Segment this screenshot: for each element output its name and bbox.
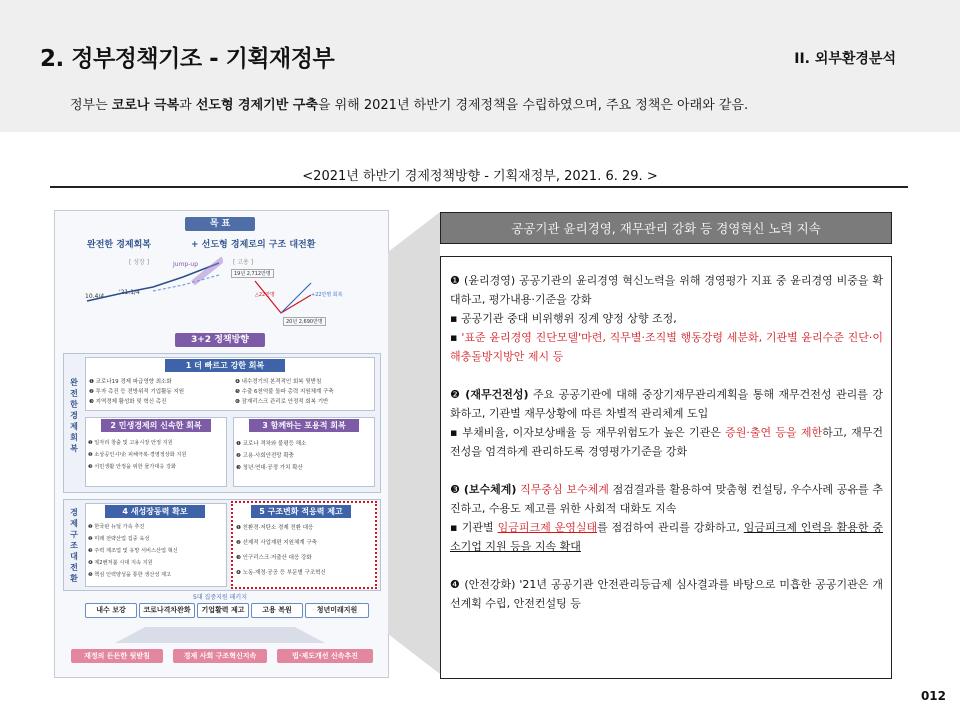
employment-chart-icon [251, 275, 331, 319]
pill-4: 고용 복원 [251, 603, 303, 618]
side-label-transition: 경제구조대전환 [70, 508, 78, 583]
b5-item-4: ❹ 노동·재정·공공 등 부문별 구조혁신 [236, 570, 326, 576]
goal-line-b: + 선도형 경제로의 구조 대전환 [191, 240, 316, 250]
strategy-tag: 3+2 정책방향 [175, 333, 265, 347]
b4-item-2: ❷ 미래 전략산업 집중 육성 [88, 536, 150, 542]
box-5-head: 5 구조변화 적응력 제고 [251, 505, 351, 518]
b4-item-1: ❶ 한국판 뉴딜 가속 추진 [88, 524, 145, 530]
b1-item-3: ❸ 지역경제 활성화 및 혁신 촉진 [89, 399, 167, 405]
emp-tag: [ 고용 ] [233, 259, 254, 266]
pill-3: 기업활력 제고 [197, 603, 249, 618]
b2-item-1: ❶ 일자리 창출 및 고용시장 안정 지원 [88, 440, 173, 446]
box-3-head: 3 함께하는 포용적 회복 [249, 419, 359, 432]
emp-recover: +22만명 회복 [311, 292, 343, 298]
s3-bullet-1: ▪ 기관별 임금피크제 운영실태를 점검하여 관리를 강화하고, 임금피크제 인력을 활용한 중소기업 지원 등을 지속 확대 [450, 521, 883, 553]
side-label-recovery: 완전한경제회복 [70, 378, 78, 453]
s1-bullet-1: ▪ 공공기관 중대 비위행위 징계 양정 상향 조정, [450, 312, 677, 325]
growth-tag: [ 성장 ] [129, 259, 150, 266]
growth-v1: 10.4/4 [85, 293, 105, 300]
b3-item-2: ❷ 고용·사회안전망 확충 [236, 453, 294, 459]
b1-item-4: ❹ 내수경기의 본격적인 회복 뒷받침 [235, 379, 322, 385]
emp-2019: 19년 2,712만명 [231, 269, 274, 278]
jump-label: Jump-up [173, 261, 199, 268]
b5-item-3: ❸ 인구리스크·저출산 대응 강화 [236, 555, 312, 561]
focus-label: 5대 집중지원 패키지 [193, 594, 248, 601]
pill-2: 코로나격차완화 [139, 603, 195, 618]
b4-item-3: ❸ 주력 제조업 및 유망 서비스산업 혁신 [88, 548, 178, 554]
b3-item-1: ❶ 코로나 격차와 불평등 해소 [236, 441, 307, 447]
s3-main: ❸ (보수체계) 직무중심 보수체계 점검결과를 활용하여 맞춤형 컨설팅, 우수사례 공유를 추진하고, 수용도 제고를 위한 사회적 대화도 지속 [450, 483, 884, 515]
emp-2020: 20년 2,690만명 [283, 317, 326, 326]
intro-text: 정부는 코로나 극복과 선도형 경제기반 구축을 위해 2021년 하반기 경제정책을 수립하였으며, 주요 정책은 아래와 같음. [70, 98, 749, 113]
growth-chart-icon [83, 255, 223, 311]
box-4-head: 4 새성장동력 확보 [105, 505, 205, 518]
pill-5: 청년미래지원 [305, 603, 369, 618]
s1-bullet-2: ▪ '표준 윤리경영 진단모델'마련, 직무별·조직별 행동강령 세분화, 기관별 윤리수준 진단·이해충돌방지방안 제시 등 [450, 331, 884, 363]
b2-item-2: ❷ 소상공인·中企 피해극복·경영정상화 지원 [88, 452, 187, 458]
panel-banner: 공공기관 윤리경영, 재무관리 강화 등 경영혁신 노력 지속 [440, 212, 892, 244]
b2-item-3: ❸ 서민생활 안정을 위한 물가대응 강화 [88, 464, 177, 470]
b1-item-5: ❺ 수출 6천억불 돌파 총력 지원체계 구축 [235, 389, 334, 395]
s1-main: ❶ (윤리경영) 공공기관의 윤리경영 혁신노력을 위해 경영평가 지표 중 윤리경영 비중을 확대하고, 평가내용·기준을 강화 [450, 274, 883, 306]
box-2-head: 2 민생경제의 신속한 회복 [101, 419, 211, 432]
box-1-head: 1 더 빠르고 강한 회복 [165, 359, 285, 372]
page-number: 012 [920, 689, 946, 703]
b3-item-3: ❸ 청년·연대·공정 가치 확산 [236, 465, 303, 471]
panel-body [440, 256, 892, 679]
s4-main: ❹ (안전강화) '21년 공공기관 안전관리등급제 심사결과를 바탕으로 미흡한 공공기관은 개선계획 수립, 안전컨설팅 등 [450, 578, 883, 610]
pink-1: 재정의 든든한 뒷받침 [71, 649, 163, 663]
pill-1: 내수 보강 [85, 603, 137, 618]
pink-2: 경제 사회 구조혁신지속 [173, 649, 267, 663]
policy-infographic [54, 210, 389, 678]
s2-main: ❷ (재무건전성) 주요 공공기관에 대해 중장기재무관리계획을 통해 재무건전성 관리를 강화하고, 기관별 재무상황에 따른 차별적 관리체계 도입 [450, 388, 883, 420]
caption-rule [50, 186, 908, 188]
b4-item-4: ❹ 제2벤처붐 시대 지속 지원 [88, 560, 153, 566]
goal-line-a: 완전한 경제회복 [87, 240, 151, 250]
s2-bullet-1: ▪ 부채비율, 이자보상배율 등 재무위험도가 높은 기관은 증원·출연 등을 제한하고, 재무건전성을 엄격하게 관리하도록 경영평가기준을 강화 [450, 426, 884, 458]
b5-item-1: ❶ 친환경·저탄소 경제 전환 대응 [236, 525, 314, 531]
growth-v2: '21.1/4 [119, 289, 140, 296]
b1-item-6: ❻ 잠재리스크 관리로 안정적 회복 기반 [235, 399, 329, 405]
b5-item-2: ❷ 선제적 사업재편 지원체계 구축 [236, 540, 317, 546]
zoom-connector [388, 212, 440, 674]
b4-item-5: ❺ 핵심 인력양성을 통한 생산성 제고 [88, 572, 172, 578]
figure-caption: <2021년 하반기 경제정책방향 - 기획재정부, 2021. 6. 29. > [302, 169, 658, 184]
goal-tag: 목 표 [185, 217, 255, 231]
b1-item-1: ❶ 코로나19 경제 파급영향 최소화 [89, 379, 172, 385]
pink-3: 법·제도개선 신속추진 [277, 649, 373, 663]
b1-item-2: ❷ 투자 촉진 등 전방위적 기업활동 지원 [89, 389, 185, 395]
page-title: 2. 정부정책기조 - 기획재정부 [40, 46, 335, 72]
section-label: II. 외부환경분석 [794, 51, 896, 67]
support-arrow-icon [115, 625, 325, 645]
emp-drop: △22만명 [255, 292, 275, 298]
